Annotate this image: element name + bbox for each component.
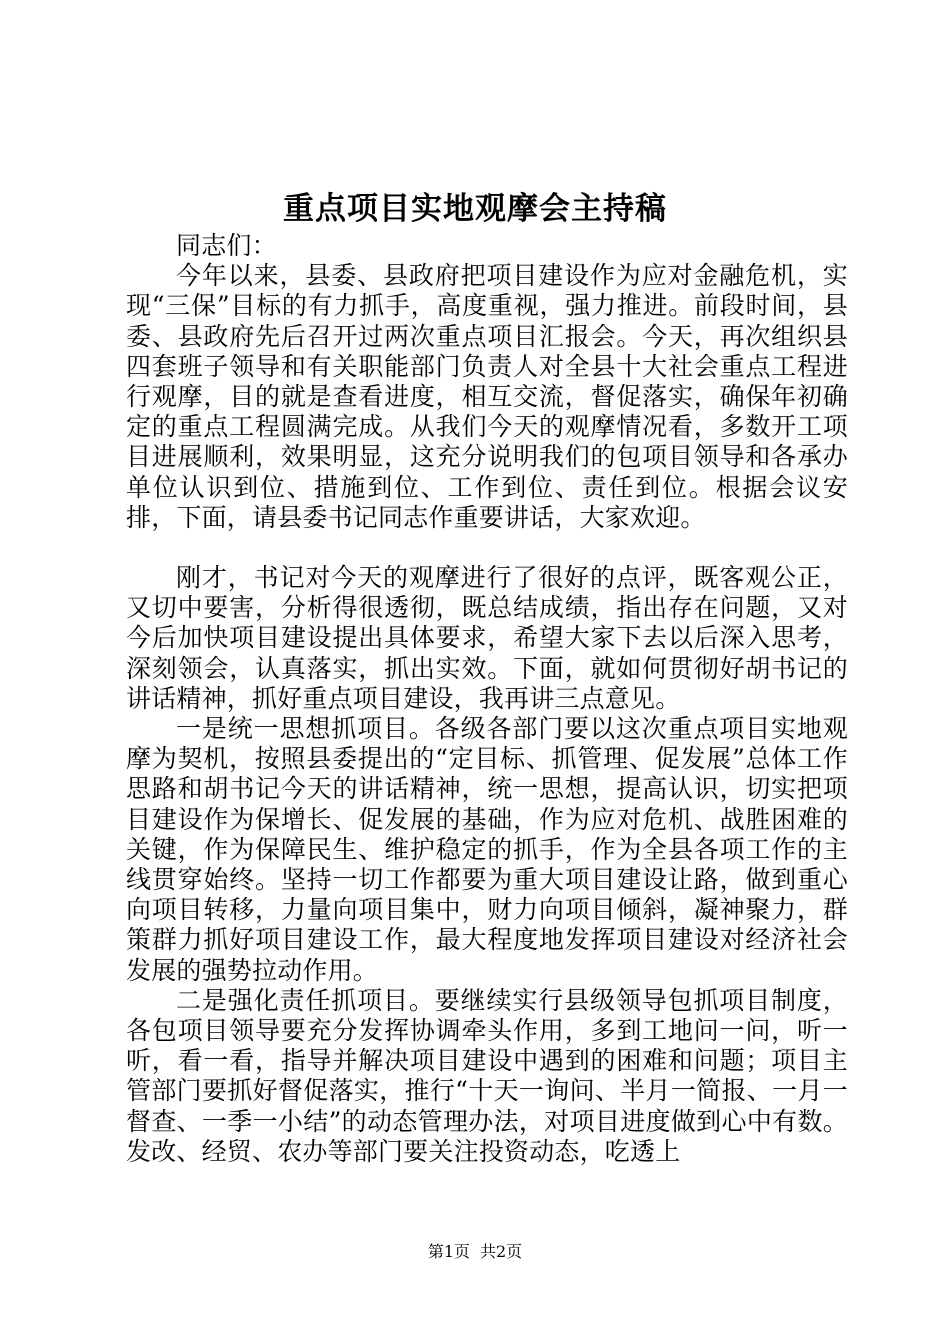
page-title: 重点项目实地观摩会主持稿 (283, 191, 667, 227)
salutation: 同志们： (176, 231, 277, 260)
paragraph-opening: 今年以来，县委、县政府把项目建设作为应对金融危机，实现“三保”目标的有力抓手，高度重视，强力推进。前段时间，县委、县政府先后召开过两次重点项目汇报会。今天，再次组织县四套班子领导和有关职能部门负责人对全县十大社会重点工程进行观摩，目的就是查看进度，相互交流，督促落实，确保年初确定的重点工程圆满完成。从我们今天的观摩情况看，多数开工项目进展顺利，效果明显，这充分说明我们的包项目领导和各承办单位认识到位、措施到位、工作到位、责任到位。根据会议安排，下面，请县委书记同志作重要讲话，大家欢迎。 (126, 261, 848, 532)
page-total: 共2页 (480, 1242, 523, 1261)
paragraph-point-two: 二是强化责任抓项目。要继续实行县级领导包抓项目制度，各包项目领导要充分发挥协调牵头作用，多到工地问一问，听一听，看一看，指导并解决项目建设中遇到的困难和问题；项目主管部门要抓好督促落实，推行“十天一询问、半月一简报、一月一督查、一季一小结”的动态管理办法，对项目进度做到心中有数。发改、经贸、农办等部门要关注投资动态，吃透上 (126, 985, 848, 1166)
document-body (126, 231, 848, 1167)
page-number: 第1页 (427, 1242, 470, 1261)
paragraph-response: 刚才，书记对今天的观摩进行了很好的点评，既客观公正，又切中要害，分析得很透彻，既总结成绩，指出存在问题，又对今后加快项目建设提出具体要求，希望大家下去以后深入思考，深刻领会，认真落实，抓出实效。下面，就如何贯彻好胡书记的讲话精神，抓好重点项目建设，我再讲三点意见。 (126, 563, 848, 713)
page-footer (0, 1242, 950, 1262)
paragraph-point-one: 一是统一思想抓项目。各级各部门要以这次重点项目实地观摩为契机，按照县委提出的“定目标、抓管理、促发展”总体工作思路和胡书记今天的讲话精神，统一思想，提高认识，切实把项目建设作为保增长、促发展的基础，作为应对危机、战胜困难的关键，作为保障民生、维护稳定的抓手，作为全县各项工作的主线贯穿始终。坚持一切工作都要为重大项目建设让路，做到重心向项目转移，力量向项目集中，财力向项目倾斜，凝神聚力，群策群力抓好项目建设工作，最大程度地发挥项目建设对经济社会发展的强势拉动作用。 (126, 714, 848, 985)
